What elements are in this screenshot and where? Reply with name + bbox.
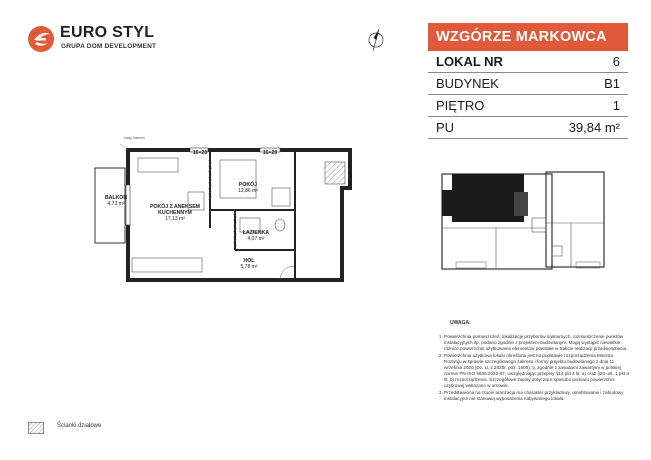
corner-note: kraty, barierki <box>124 136 145 140</box>
notes-section <box>430 320 630 403</box>
info-label: LOKAL NR <box>436 54 503 69</box>
room-area: 17,13 m² <box>165 216 185 223</box>
apartment-info-table <box>428 23 628 139</box>
euro-styl-logo-icon <box>26 24 56 54</box>
building-key-plan <box>436 168 611 276</box>
room-area: 12,86 m² <box>238 188 258 195</box>
info-row-unit <box>428 51 628 73</box>
room-label-bedroom <box>228 182 268 194</box>
partition-wall-swatch-icon <box>28 422 44 434</box>
room-label-balcony <box>98 195 134 207</box>
note-item: 3. Przedstawiona na rzucie aranżacja ma charakter przykładowy, umeblowanie i zabudowy instalacyjne nie stanowią wyposażenia nabywanego lokalu. <box>444 390 630 402</box>
info-label: BUDYNEK <box>436 76 499 91</box>
room-label-hall <box>234 258 264 270</box>
room-name: HOL <box>243 258 255 264</box>
info-value: B1 <box>604 76 620 91</box>
legend-label: Ścianki działowe <box>57 423 102 429</box>
room-name: ŁAZIENKA <box>242 230 270 236</box>
info-label: PU <box>436 120 455 135</box>
info-value: 1 <box>612 98 620 113</box>
info-value: 6 <box>612 54 620 69</box>
logo-name: EURO STYL <box>60 24 155 41</box>
window-mark: 16+20 <box>192 150 208 156</box>
room-area: 5,78 m² <box>240 264 258 271</box>
info-label: PIĘTRO <box>436 98 485 113</box>
apartment-floor-plan <box>80 130 370 290</box>
room-area: 4,73 m² <box>107 201 125 208</box>
room-area: 4,07 m² <box>247 236 265 243</box>
room-label-bathroom <box>234 230 278 242</box>
window-mark: 16+20 <box>262 150 278 156</box>
info-row-building <box>428 73 628 95</box>
room-name: BALKON <box>104 195 128 201</box>
info-row-area <box>428 117 628 139</box>
notes-title: UWAGA: <box>450 320 471 326</box>
note-item: 1. Powierzchnia pomieszczeń, lokalizację przyborów sanitarnych, rozmieszczenie punktów instalacyjnych itp. podano zgodnie z projektem budowlanym. Mogą wystąpić niewielkie różnice powierzchni użytkowania elementów powstałe w trakcie realizacji przedsięwzięcia. <box>444 334 630 352</box>
room-name: POKÓJ <box>238 182 258 188</box>
info-row-floor <box>428 95 628 117</box>
info-value: 39,84 m² <box>568 120 620 135</box>
room-label-living-kitchen <box>140 204 210 223</box>
room-name: POKÓJ Z ANEKSEM KUCHENNYM <box>150 204 200 217</box>
logo-subtitle: GRUPA DOM DEVELOPMENT <box>61 43 157 50</box>
north-compass-icon <box>364 26 388 54</box>
project-name: WZGÓRZE MARKOWCA <box>428 23 628 51</box>
note-item: 2. Powierzchnia użytkowa lokalu określona jest na podstawie rozporządzenia Ministra Rozwoju w sprawie szczegółowego zakresu i formy projektu budowlanego z dnia 11 września 2020 (Dz. U. z 2020r. poz. 1609), tj. zgodnie z zasadami zawartymi w polskiej normie PN-ISO 9836:2022-07, uwzględniając przepisy §14 pkt 4 lit. a) oraz §20 ust. 1 pkt 4 lit. b) rozporządzenia. Szczegółowe zapisy dotyczące sposobu pomiaru powierzchni użytkowej wskazano w umowie. <box>444 353 630 389</box>
